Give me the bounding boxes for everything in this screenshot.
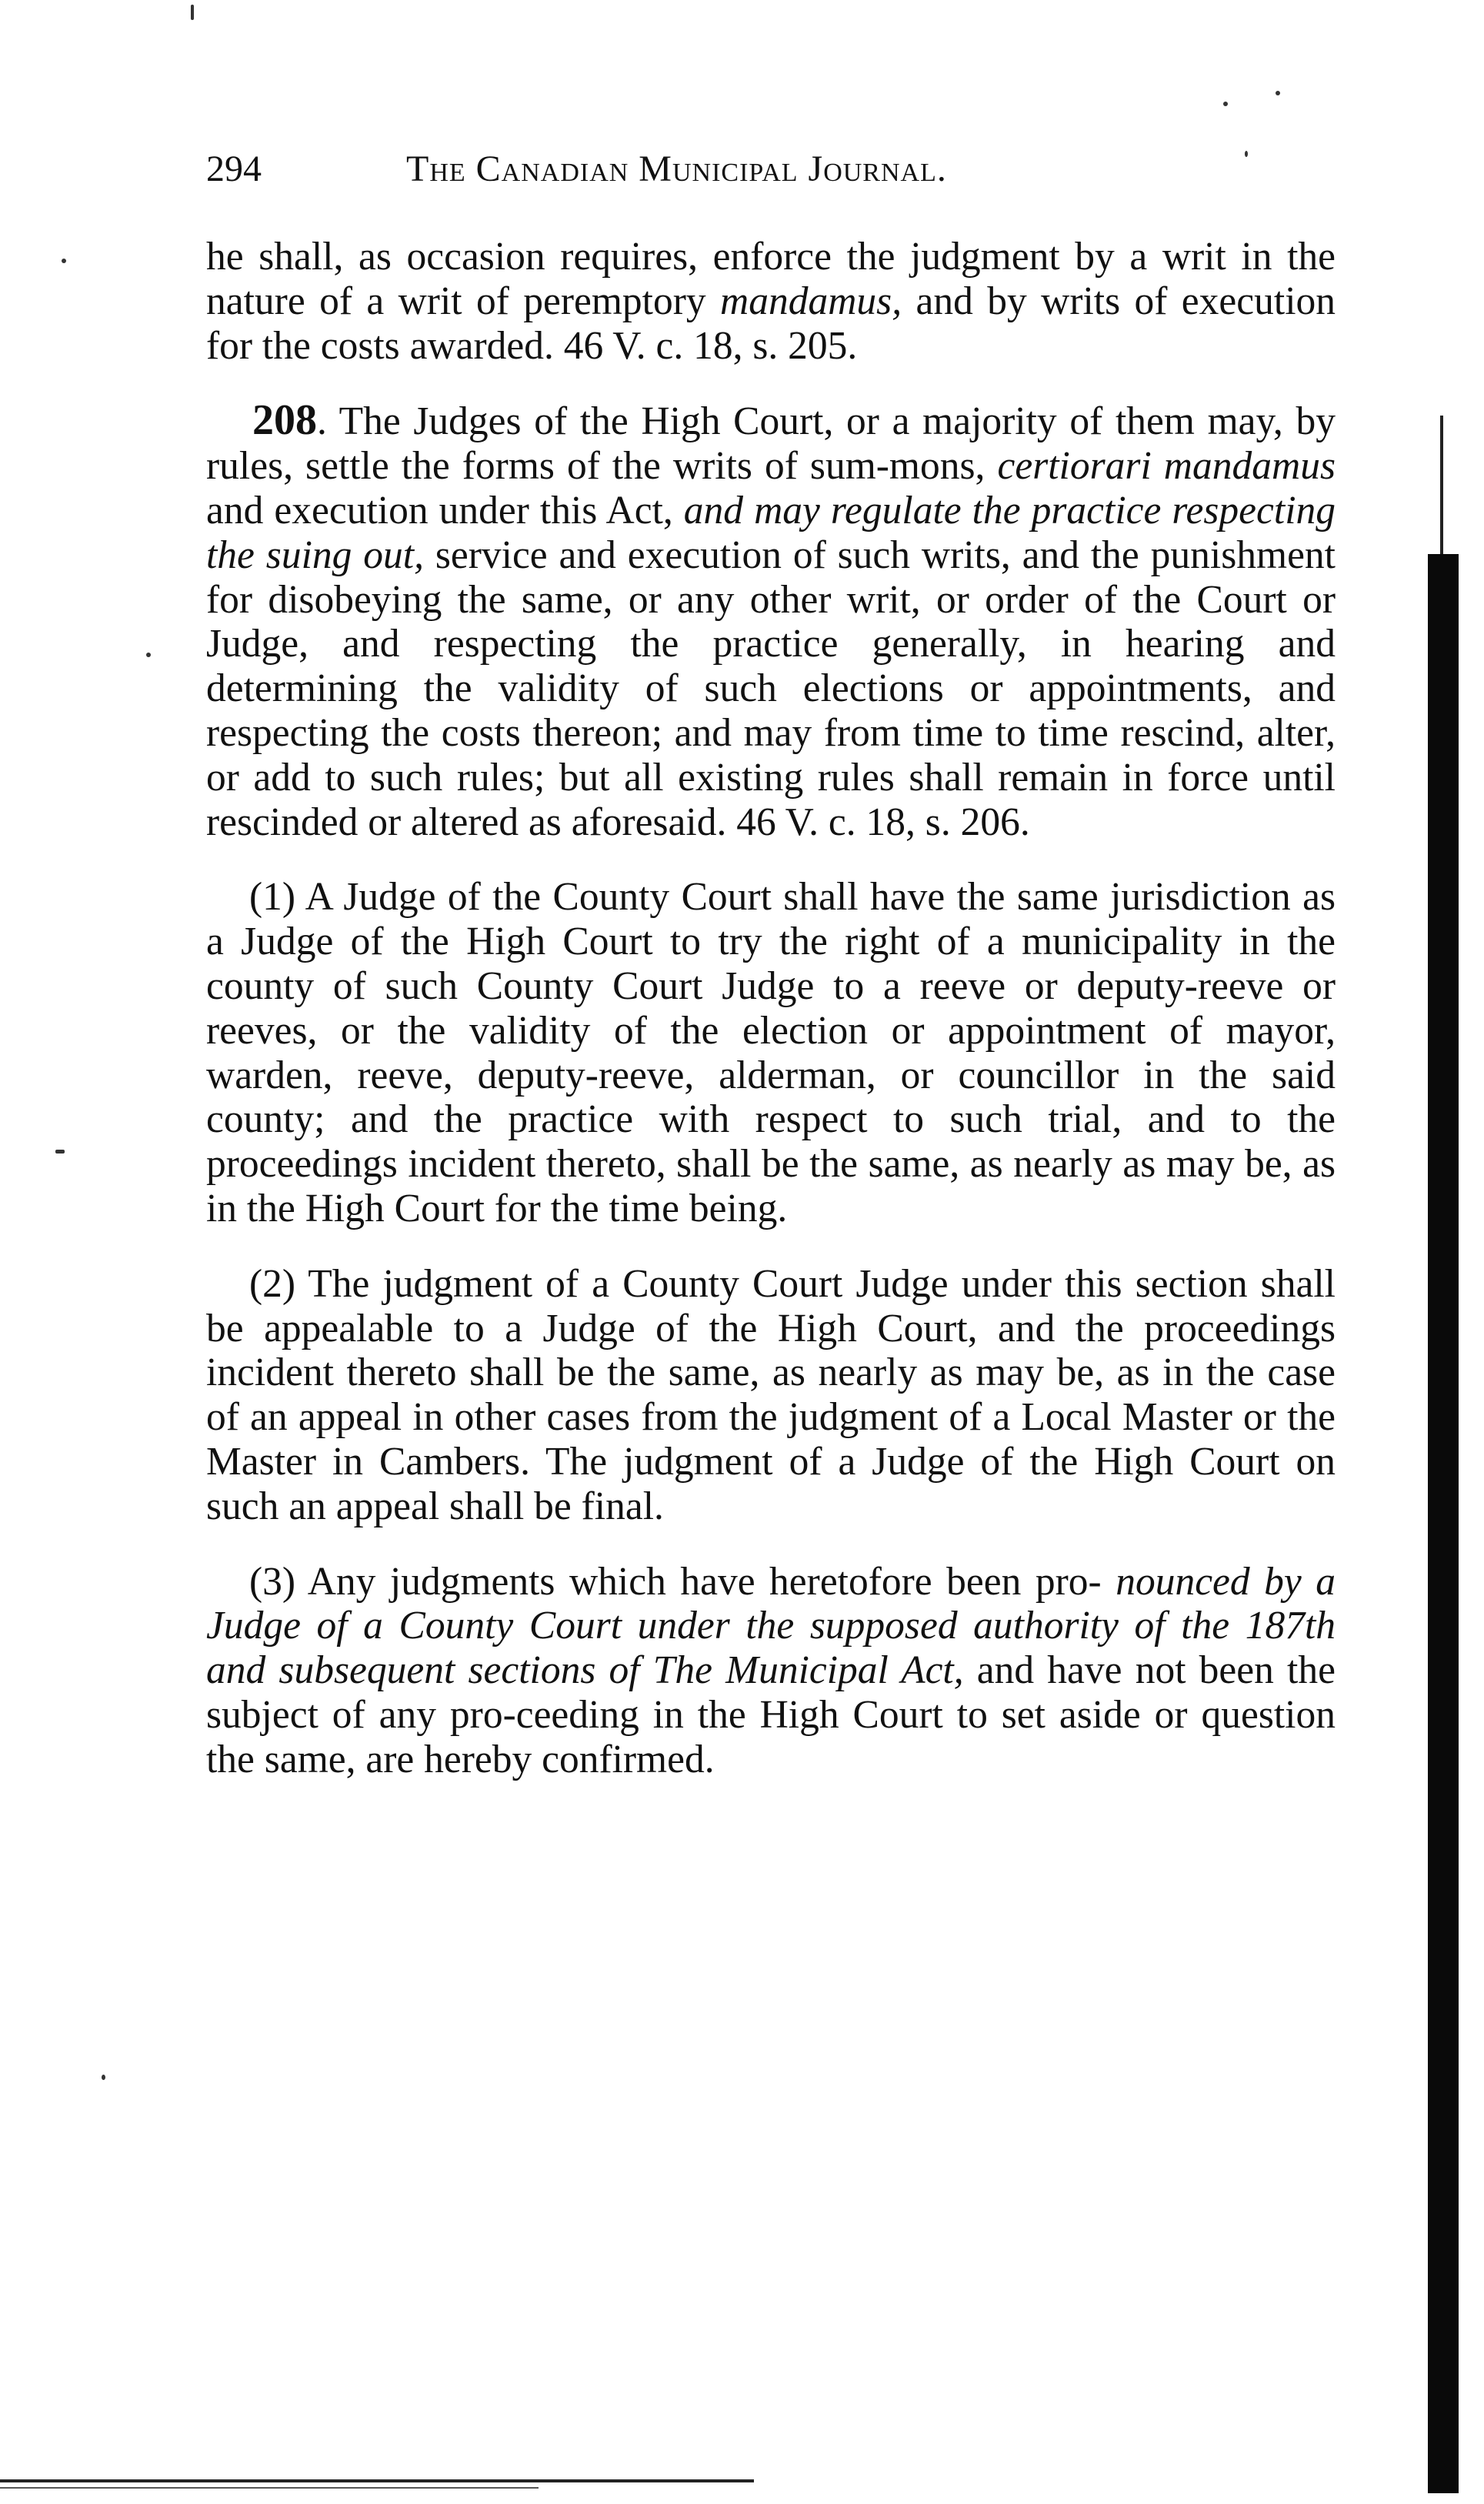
scan-speck	[1223, 102, 1228, 106]
text-run: and execution under this Act,	[206, 488, 684, 533]
subsection-3	[206, 1560, 1336, 1782]
scan-speck	[1245, 151, 1248, 157]
journal-title: The Canadian Municipal Journal.	[406, 149, 947, 189]
page-number: 294	[206, 149, 262, 189]
text-run: (3) Any judgments which have heretofore been pro-	[249, 1559, 1102, 1604]
bottom-rule-thin	[0, 2487, 539, 2489]
scan-speck	[102, 2075, 105, 2080]
subsection-1: (1) A Judge of the County Court shall have the same jurisdiction as a Judge of the High Court to try the right of a municipality in the county of such County Court Judge to a reeve or deputy-reeve or reeves, or the validity of the election or appointment of mayor, warden, reeve, deputy-reeve, alderman, or councillor in the said county; and the practice with respect to such trial, and to the proceedings incident thereto, shall be the same, as nearly as may be, as in the High Court for the time being.	[206, 875, 1336, 1230]
binding-shadow-thin	[1440, 416, 1443, 569]
text-run: he shall, as occasion requires, enforce the judgment by a writ in the nature of a writ of peremptory	[206, 235, 1336, 323]
body-text	[206, 235, 1336, 1813]
scan-speck	[55, 1150, 65, 1154]
italic-run: and may regulate the practice respecting the suing out,	[206, 488, 1336, 577]
scan-speck	[146, 653, 151, 657]
bottom-rule	[0, 2479, 754, 2482]
italic-run: certiorari mandamus	[997, 444, 1336, 489]
running-header	[206, 139, 1152, 200]
italic-run: mandamus,	[720, 279, 902, 323]
italic-run: The Municipal Act,	[652, 1648, 964, 1693]
text-run: . The Judges of the High Court, or a majority of them may, by rules, settle the forms of the writs of sum-mons,	[206, 399, 1336, 489]
text-run: and have not been the subject of any pro-ceeding in the High Court to set aside or question the same, are hereby confirmed.	[206, 1648, 1336, 1781]
section-number: 208	[252, 396, 317, 445]
scan-speck	[191, 5, 194, 20]
text-run: and by writs of execution for the costs awarded. 46 V. c. 18, s. 205.	[206, 279, 1336, 368]
scan-speck	[62, 259, 66, 263]
italic-run: nounced by a Judge of a County Court under the supposed authority of the 187th and subsequent sections of	[206, 1559, 1336, 1693]
binding-shadow	[1428, 554, 1459, 2493]
text-run: service and execution of such writs, and the punishment for disobeying the same, or any other writ, or order of the Court or Judge, and respecting the practice generally, in hearing and determining the validity of such elections or appointments, and respecting the costs thereon; and may from time to time rescind, alter, or add to such rules; but all existing rules shall remain in force until rescinded or altered as aforesaid. 46 V. c. 18, s. 206.	[206, 533, 1336, 844]
section-208	[206, 396, 1336, 844]
scan-speck	[1276, 91, 1280, 95]
paragraph-continuation	[206, 235, 1336, 368]
subsection-2: (2) The judgment of a County Court Judge under this section shall be appealable to a Judge of the High Court, and the proceedings incident thereto shall be the same, as nearly as may be, as in the case of an appeal in other cases from the judgment of a Local Master or the Master in Cambers. The judgment of a Judge of the High Court on such an appeal shall be final.	[206, 1261, 1336, 1528]
